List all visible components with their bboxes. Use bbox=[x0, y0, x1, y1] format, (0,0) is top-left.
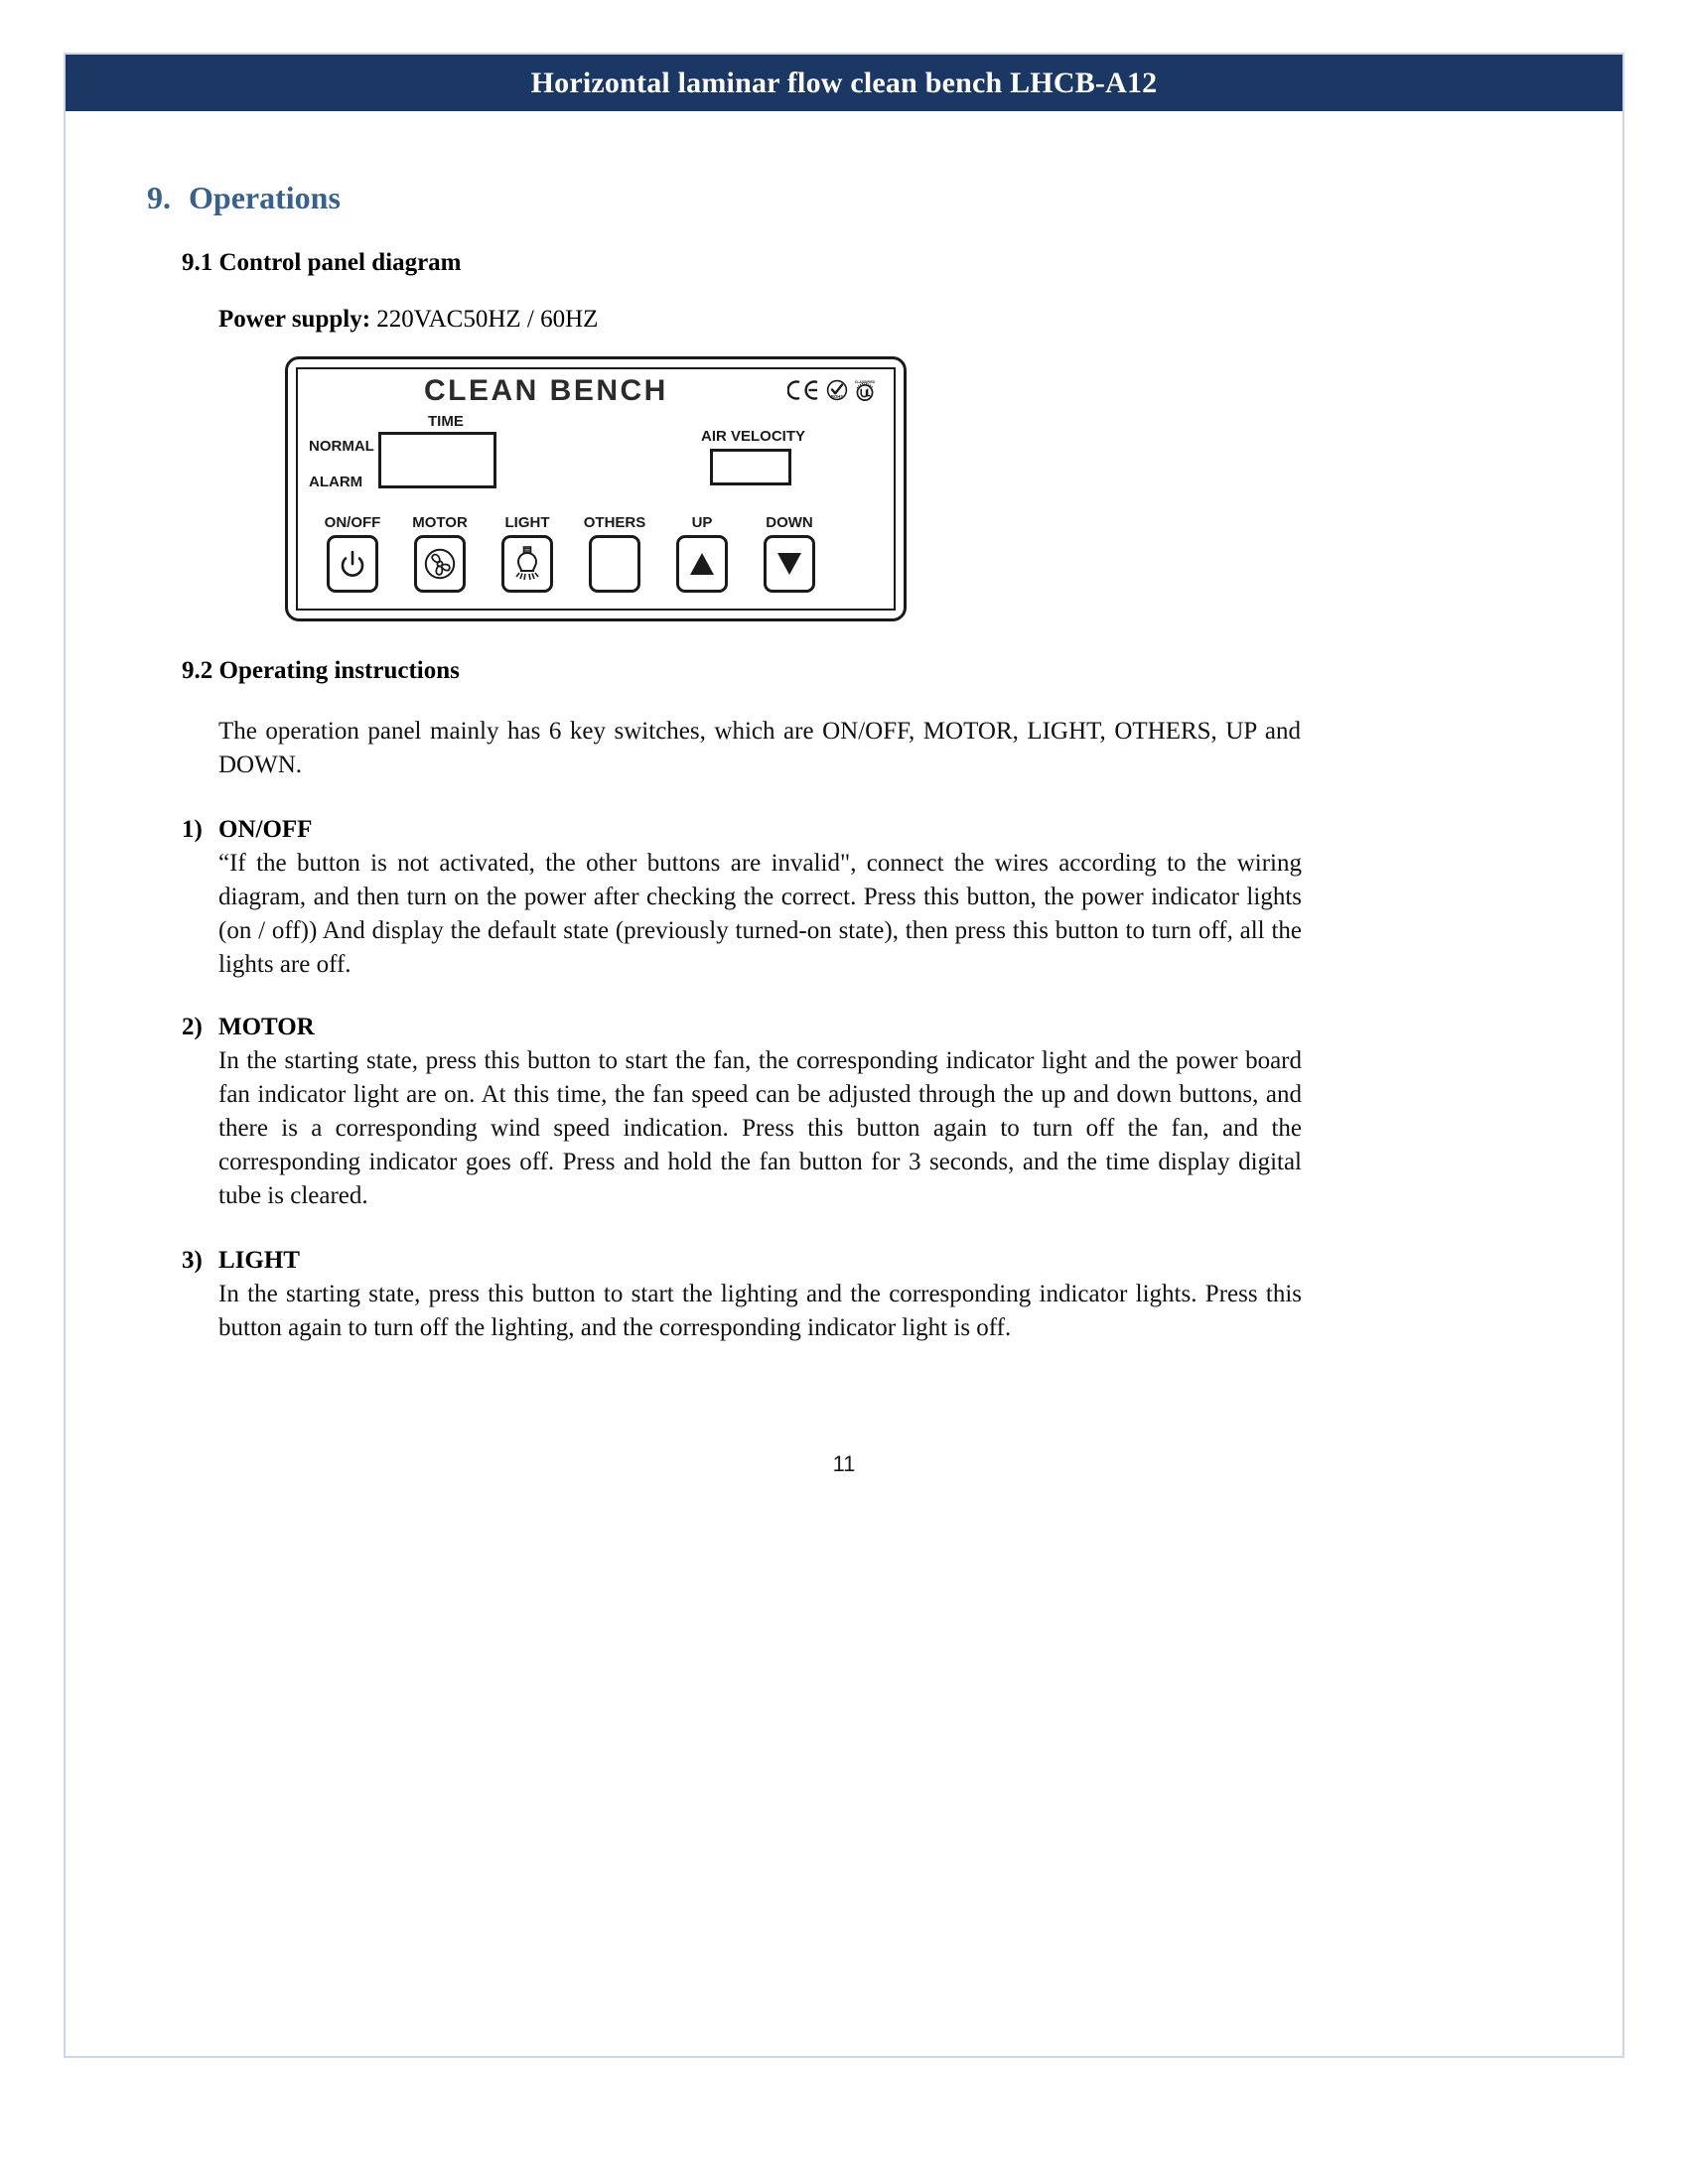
time-display-box bbox=[378, 432, 496, 488]
panel-button-label: UP bbox=[691, 514, 713, 531]
alarm-indicator-label: ALARM bbox=[309, 474, 363, 490]
panel-button-row bbox=[321, 514, 873, 593]
instruction-item-2 bbox=[182, 1011, 1302, 1213]
panel-button-label: ON/OFF bbox=[324, 514, 381, 531]
panel-button-key[interactable] bbox=[589, 535, 640, 593]
power-supply-value: 220VAC50HZ / 60HZ bbox=[370, 306, 599, 333]
panel-button-key[interactable] bbox=[676, 535, 728, 593]
time-display-label: TIME bbox=[428, 413, 464, 430]
page-content bbox=[66, 111, 1622, 2056]
panel-button-others[interactable] bbox=[583, 514, 646, 593]
triangle-up-icon bbox=[686, 548, 718, 580]
panel-button-down[interactable] bbox=[758, 514, 821, 593]
instruction-item-number: 3) bbox=[182, 1247, 203, 1274]
panel-brand-title: CLEAN BENCH bbox=[424, 374, 668, 407]
panel-button-label: DOWN bbox=[766, 514, 813, 531]
panel-button-key[interactable] bbox=[327, 535, 378, 593]
document-page bbox=[64, 53, 1624, 2058]
section-number: 9. bbox=[147, 180, 171, 215]
svg-text:CLASSIFIED: CLASSIFIED bbox=[854, 380, 876, 385]
instruction-item-body: In the starting state, press this button to start the lighting and the corresponding indicator lights. Press this button again to turn off the lighting, and the corresponding indicator light is off. bbox=[218, 1281, 1302, 1341]
instruction-item-body: In the starting state, press this button to start the fan, the corresponding indicator light and the power board fan indicator light are on. At this time, the fan speed can be adjusted through the up and down buttons, and there is a corresponding wind speed indication. Press this button again to turn off the fan, and the corresponding indicator goes off. Press and hold the fan button for 3 seconds, and the time display digital tube is cleared. bbox=[218, 1047, 1302, 1209]
document-title: Horizontal laminar flow clean bench LHCB-A12 bbox=[530, 66, 1158, 99]
instruction-item-title: LIGHT bbox=[218, 1247, 300, 1274]
instruction-item-number: 2) bbox=[182, 1014, 203, 1040]
instruction-item-number: 1) bbox=[182, 816, 203, 843]
instruction-item-heading bbox=[182, 1244, 1302, 1278]
bulb-icon bbox=[512, 545, 542, 583]
panel-button-key[interactable] bbox=[764, 535, 815, 593]
instruction-item-heading bbox=[182, 813, 1302, 847]
section-title: Operations bbox=[189, 180, 341, 215]
rohs-mark-icon bbox=[826, 379, 848, 401]
panel-button-label: LIGHT bbox=[504, 514, 550, 531]
power-supply-line bbox=[218, 306, 598, 334]
instruction-item-1 bbox=[182, 813, 1302, 982]
panel-button-key[interactable] bbox=[501, 535, 553, 593]
subsection-9-2-heading: 9.2 Operating instructions bbox=[182, 657, 460, 684]
instruction-item-heading bbox=[182, 1011, 1302, 1044]
panel-button-key[interactable] bbox=[414, 535, 466, 593]
page-number: 11 bbox=[832, 1451, 856, 1476]
section-heading bbox=[147, 180, 341, 216]
certification-marks bbox=[787, 378, 877, 402]
control-panel-diagram bbox=[285, 356, 907, 621]
instruction-item-title: MOTOR bbox=[218, 1014, 315, 1040]
air-velocity-label: AIR VELOCITY bbox=[701, 428, 806, 445]
panel-button-on-off[interactable] bbox=[321, 514, 384, 593]
subsection-9-1-heading: 9.1 Control panel diagram bbox=[182, 249, 462, 276]
power-supply-label: Power supply: bbox=[218, 306, 371, 333]
fan-icon bbox=[423, 547, 457, 581]
air-velocity-display-box bbox=[710, 449, 791, 485]
panel-button-label: OTHERS bbox=[583, 514, 646, 531]
power-icon bbox=[337, 548, 368, 580]
triangle-down-icon bbox=[774, 548, 805, 580]
instruction-item-body: “If the button is not activated, the other buttons are invalid", connect the wires according to the wiring diagram, and then turn on the power after checking the correct. Press this button, the power indicator lights (on / off)) And display the default state (previously turned-on state), then press this button to turn off, all the lights are off. bbox=[218, 850, 1302, 978]
instruction-item-title: ON/OFF bbox=[218, 816, 313, 843]
instruction-item-3 bbox=[182, 1244, 1302, 1345]
svg-text:ROHS: ROHS bbox=[830, 394, 844, 399]
normal-indicator-label: NORMAL bbox=[309, 438, 374, 455]
operating-instructions-intro: The operation panel mainly has 6 key switches, which are ON/OFF, MOTOR, LIGHT, OTHERS, UP and DOWN. bbox=[218, 718, 1301, 778]
panel-button-label: MOTOR bbox=[412, 514, 468, 531]
panel-button-up[interactable] bbox=[670, 514, 734, 593]
document-header-band bbox=[66, 55, 1622, 111]
panel-button-light[interactable] bbox=[495, 514, 559, 593]
ce-mark-icon bbox=[787, 379, 821, 401]
panel-button-motor[interactable] bbox=[408, 514, 472, 593]
ul-classified-mark-icon bbox=[853, 378, 877, 402]
